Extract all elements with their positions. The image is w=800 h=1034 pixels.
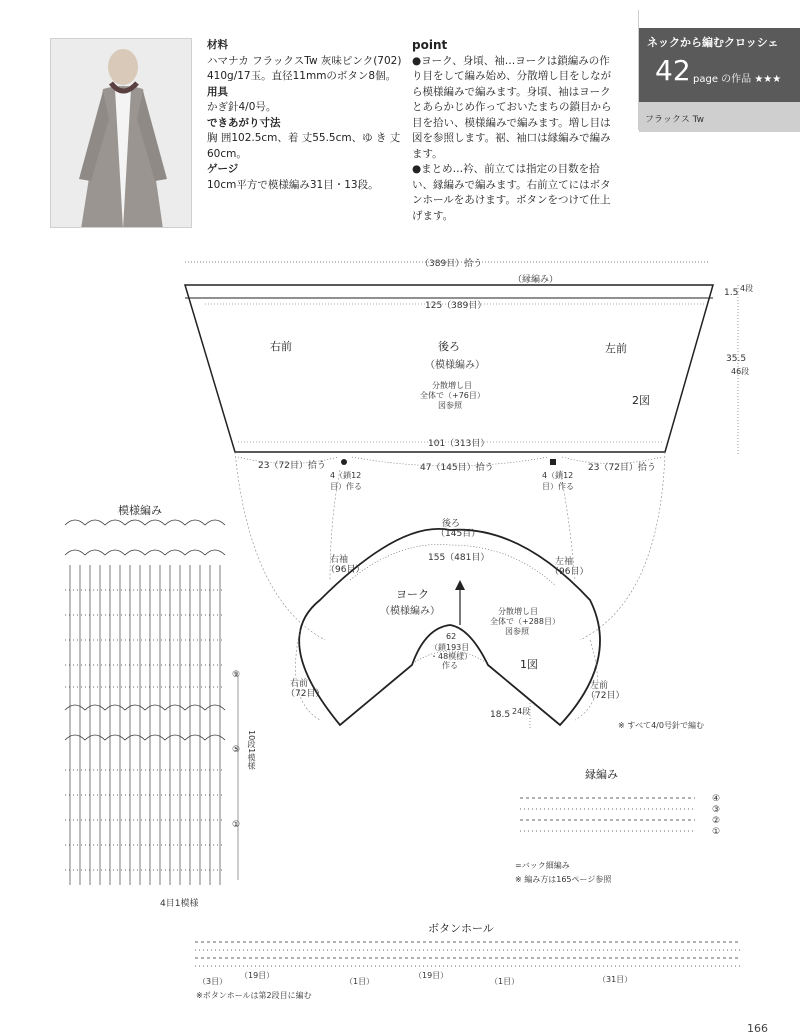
left-front-yoke: 左前 [590,681,609,691]
bh-label-5: （1目） [490,977,520,986]
yoke-back-stitches: （145目） [436,529,481,539]
tools-heading: 用具 [207,85,228,98]
yoke-increase-total: 全体で（+288目） [490,617,560,626]
repeat-rows-label: 10段1模様 [247,730,256,770]
yoke-width: 155（481目） [428,553,490,563]
width-125: 125（389目） [425,301,487,311]
edge-height: 1.5 [724,288,739,298]
right-front-yoke-stitches: （72目） [286,689,325,699]
yoke-increase: 分散増し目 [498,607,538,616]
increase-refer: 図参照 [438,401,462,410]
project-title: ネックから編むクロッシェ [647,36,779,49]
bh-label-3: （1目） [345,977,375,986]
yoke-pattern-label: （模様編み） [380,606,440,617]
neck-chain: （鎖193目 [430,643,470,652]
hook-note: ※ すべて4/0号針で編む [618,721,704,730]
right-front-label: 右前 [270,340,292,353]
gauge-heading: ゲージ [207,163,239,175]
repeat-stitches-label: 4目1模様 [160,899,199,909]
body-rows: 46段 [731,367,750,376]
row-1-marker: ① [232,820,241,830]
back-pattern-label: （模様編み） [425,360,485,371]
tools-text: かぎ針4/0号。 [207,101,277,113]
buttonhole-title: ボタンホール [428,922,494,935]
yoke-label: ヨーク [396,588,429,601]
left-front-yoke-stitches: （72目） [586,691,625,701]
body-height: 35.5 [726,354,747,364]
bh-label-1: （3目） [198,977,228,986]
back-label: 後ろ [438,340,460,353]
edge-rows: 4段 [740,284,754,293]
row-9-marker: ⑨ [232,670,241,680]
pickup-back: 47（145目）拾う [420,463,494,473]
fig1-label: 1図 [520,658,538,671]
point-text-1: ●ヨーク、身頃、袖…ヨークは鎖編みの作り目をして編み始め、分散増し目をしながら模様編みで編みます。身頃、袖はヨークとあらかじめ作っておいたまちの鎖目から目を拾い、模様編みで編みます。増し目は図を参照します。裾、袖口は縁編みで編みます。 [412,54,612,160]
right-front-yoke: 右前 [290,679,309,689]
buttonhole-note: ※ボタンホールは第2段目に編む [196,991,312,1000]
bh-label-2: （19目） [240,971,275,980]
yoke-rows: 24段 [512,707,531,716]
pattern-chart-title: 模様編み [118,504,162,517]
neck-make: 作る [442,661,458,670]
edging-row-3: ③ [712,805,721,815]
pickup-right: 23（72目）拾う [258,461,326,471]
project-ref: page の作品 ★★★ [693,74,782,85]
bh-label-4: （19目） [414,971,449,980]
edging-chart [515,790,705,840]
increase-total: 全体で（+76目） [420,391,485,400]
size-text: 胸 囲102.5cm、着 丈55.5cm、ゆ き 丈60cm。 [207,132,401,160]
point-text-2: ●まとめ…衿、前立ては指定の目数を拾い、縁編みで編みます。右前立てにはボタンホールをあけます。ボタンをつけて仕上げます。 [412,163,611,222]
materials-heading: 材料 [207,39,228,51]
edging-row-4: ④ [712,794,721,804]
left-sleeve-stitches: （96目） [550,567,589,577]
increase-label: 分散増し目 [432,381,472,390]
width-101: 101（313目） [428,439,490,449]
pattern-chart [60,515,260,895]
edging-row-2: ② [712,816,721,826]
yarn-name: フラックス Tw [645,115,704,125]
neck-width: 62 [446,632,457,641]
right-sleeve-label: 右袖 [330,555,349,565]
materials-text: ハマナカ フラックスTw 灰味ピンク(702) 410g/17玉。直径11mmのボタン8個。 [207,54,402,82]
yoke-back-label: 後ろ [442,519,461,529]
gauge-text: 10cm平方で模様編み31目・13段。 [207,178,379,191]
yoke-increase-refer: 図参照 [505,627,529,636]
buttonhole-chart [190,936,750,974]
point-heading: point [412,38,448,52]
project-number: 42 [655,54,691,87]
yoke-height: 18.5 [490,710,511,720]
fig2-label: 2図 [632,394,650,407]
row-5-marker: ⑤ [232,745,241,755]
edging-chart-title: 縁編み [585,768,618,781]
gusset-marker-left [341,459,347,465]
edging-legend: =バック細編み [515,861,570,870]
neck-repeats: ・48模様） [430,652,473,661]
gusset-left: 4（鎖12目）作る [330,471,362,491]
pickup-left: 23（72目）拾う [588,463,656,473]
direction-arrow [455,580,465,590]
edging-label: （縁編み） [513,275,559,285]
left-sleeve-label: 左袖 [555,557,574,567]
size-heading: できあがり寸法 [207,116,281,129]
gusset-marker-right [550,459,556,465]
bh-label-6: （31目） [598,975,633,984]
gusset-right: 4（鎖12目）作る [542,471,574,491]
left-front-label: 左前 [605,342,627,355]
page-number: 166 [747,1022,768,1034]
top-pickup-label: （389目）拾う [420,259,483,269]
edging-note: ※ 編み方は165ページ参照 [515,875,612,884]
right-sleeve-stitches: （96目） [326,565,365,575]
edging-row-1: ① [712,827,721,837]
